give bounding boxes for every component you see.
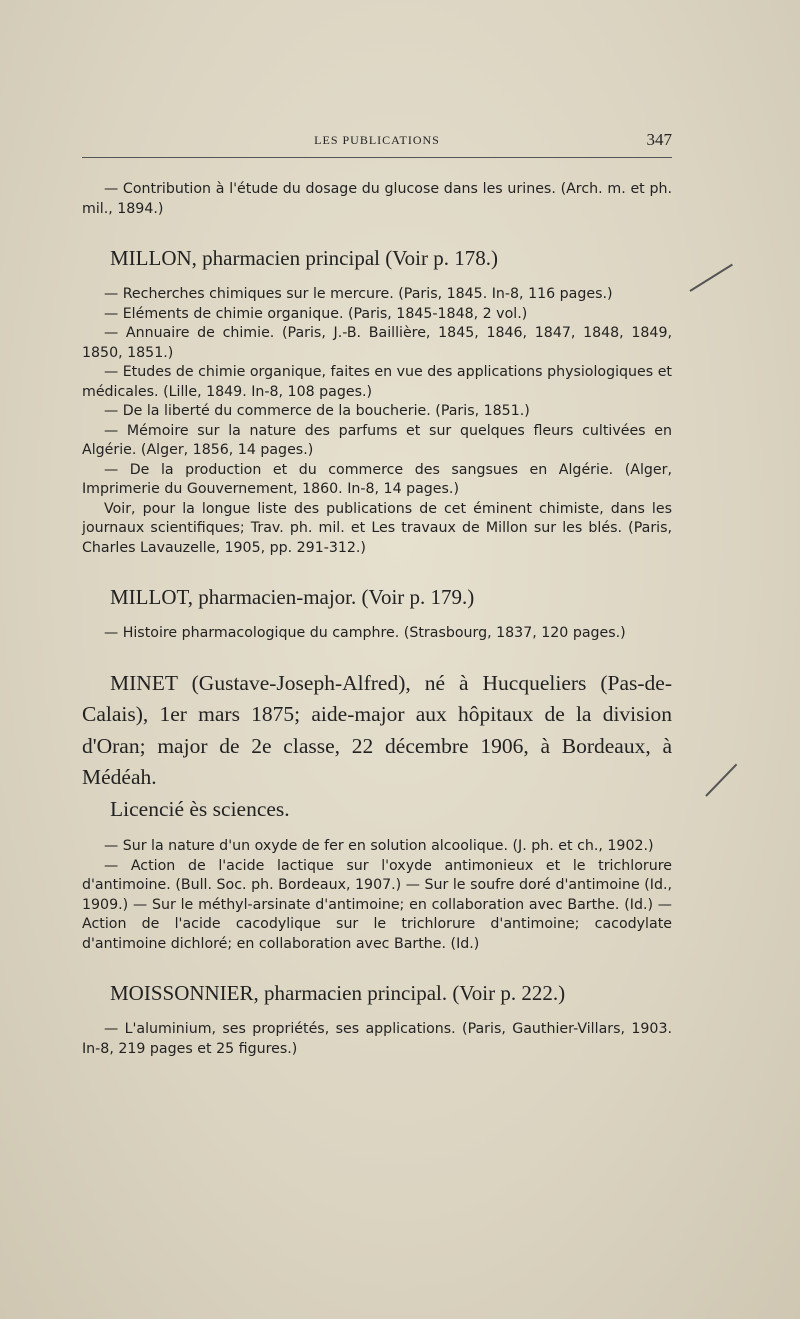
entry-paragraph: — Recherches chimiques sur le mercure. (Paris, 1845. In-8, 116 pages.)	[104, 286, 613, 302]
entry-paragraph: — De la liberté du commerce de la boucherie. (Paris, 1851.)	[104, 403, 530, 419]
entry-continuation	[82, 180, 672, 219]
margin-pencil-mark	[689, 264, 732, 292]
page-number: 347	[646, 130, 672, 149]
header-rule	[82, 157, 672, 158]
page-header	[82, 130, 672, 154]
page-body	[82, 180, 672, 1083]
entry-paragraph: — Etudes de chimie organique, faites en vue des applications physiologiques et médicales. (Lille, 1849. In-8, 108 pages.)	[82, 364, 672, 400]
entry-paragraph: — De la production et du commerce des sangsues en Algérie. (Alger, Imprimerie du Gouvernement, 1860. In-8, 14 pages.)	[82, 461, 672, 497]
entry-minet	[82, 668, 672, 955]
entry-millon	[82, 243, 672, 558]
entry-heading: MINET (Gustave-Joseph-Alfred), né à Hucqueliers (Pas-de-Calais), 1er mars 1875; aide-major aux hôpitaux de la division d'Oran; major de 2e classe, 22 décembre 1906, à Bordeaux, à Médéah.	[82, 670, 672, 789]
running-title: LES PUBLICATIONS	[314, 133, 440, 147]
entry-paragraph: — Histoire pharmacologique du camphre. (Strasbourg, 1837, 120 pages.)	[104, 625, 626, 641]
entry-paragraph: — Action de l'acide lactique sur l'oxyde antimonieux et le trichlorure d'antimoine. (Bull. Soc. ph. Bordeaux, 1907.) — Sur le soufre doré d'antimoine (Id., 1909.) — Sur le méthyl-arsinate d'antimoine; en collaboration avec Barthe. (Id.) — Action de l'acide cacodylique sur le trichlorure d'antimoine; cacodylate d'antimoine dichloré; en collaboration avec Barthe. (Id.)	[82, 857, 672, 952]
entry-paragraph: — Annuaire de chimie. (Paris, J.-B. Baillière, 1845, 1846, 1847, 1848, 1849, 1850, 1851.)	[82, 325, 672, 361]
margin-pencil-mark	[705, 764, 737, 797]
entry-paragraph: — Sur la nature d'un oxyde de fer en solution alcoolique. (J. ph. et ch., 1902.)	[104, 838, 654, 854]
entry-paragraph: — Eléments de chimie organique. (Paris, 1845-1848, 2 vol.)	[104, 305, 528, 322]
entry-heading: MILLOT, pharmacien-major. (Voir p. 179.)	[110, 585, 475, 609]
entry-paragraph: — Contribution à l'étude du dosage du glucose dans les urines. (Arch. m. et ph. mil., 1894.)	[82, 181, 672, 217]
entry-paragraph: Voir, pour la longue liste des publications de cet éminent chimiste, dans les journaux scientifiques; Trav. ph. mil. et Les travaux de Millon sur les blés. (Paris, Charles Lavauzelle, 1905, pp. 291-312.)	[82, 500, 672, 556]
entry-heading: MOISSONNIER, pharmacien principal. (Voir p. 222.)	[110, 981, 566, 1005]
entry-paragraph: — L'aluminium, ses propriétés, ses applications. (Paris, Gauthier-Villars, 1903. In-8, 219 pages et 25 figures.)	[82, 1021, 672, 1057]
entry-heading: MILLON, pharmacien principal (Voir p. 178.)	[110, 246, 499, 270]
entry-millot	[82, 582, 672, 644]
entry-moissonnier	[82, 978, 672, 1059]
entry-subheading: Licencié ès sciences.	[110, 796, 290, 821]
entry-paragraph: — Mémoire sur la nature des parfums et sur quelques fleurs cultivées en Algérie. (Alger, 1856, 14 pages.)	[82, 422, 672, 458]
